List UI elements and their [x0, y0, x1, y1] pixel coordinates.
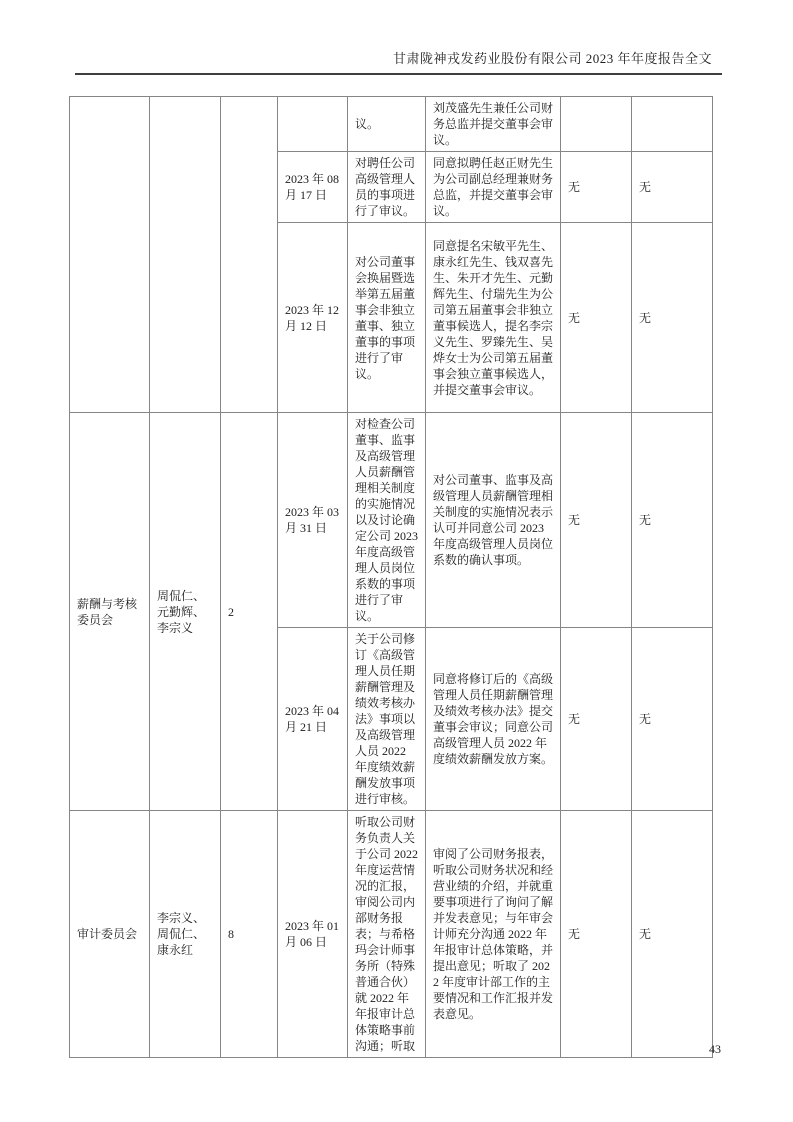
meeting-date-cell: 2023 年 01 月 06 日: [278, 811, 348, 1058]
committee-members-cell: 周侃仁、元勤辉、李宗义: [150, 413, 221, 811]
committee-name-cell: 审计委员会: [70, 811, 150, 1058]
other-performance-cell: 无: [561, 152, 632, 223]
meeting-topic-cell: 关于公司修订《高级管理人员任期薪酬管理及绩效考核办法》事项以及高级管理人员 2022 年度绩效薪酬发放事项进行审核。: [348, 628, 426, 811]
committee-name-cell: [70, 97, 150, 413]
meeting-topic-cell: 对检查公司董事、监事及高级管理人员薪酬管理相关制度的实施情况以及讨论确定公司 2023 年度高级管理人员岗位系数的事项进行了审议。: [348, 413, 426, 628]
objection-cell: 无: [632, 223, 713, 413]
committee-members-cell: 李宗义、周侃仁、康永红: [150, 811, 221, 1058]
meeting-topic-cell: 对聘任公司高级管理人员的事项进行了审议。: [348, 152, 426, 223]
objection-cell: 无: [632, 413, 713, 628]
objection-cell: 无: [632, 628, 713, 811]
meeting-date-cell: 2023 年 08 月 17 日: [278, 152, 348, 223]
table-row: [70, 811, 713, 1058]
meeting-date-cell: [278, 97, 348, 152]
meeting-date-cell: 2023 年 03 月 31 日: [278, 413, 348, 628]
other-performance-cell: 无: [561, 223, 632, 413]
meeting-opinion-cell: 同意拟聘任赵正财先生为公司副总经理兼财务总监，并提交董事会审议。: [426, 152, 561, 223]
committee-name-cell: 薪酬与考核委员会: [70, 413, 150, 811]
meeting-date-cell: 2023 年 12 月 12 日: [278, 223, 348, 413]
meeting-topic-cell: 对公司董事会换届暨选举第五届董事会非独立董事、独立董事的事项进行了审议。: [348, 223, 426, 413]
committee-meetings-table: [69, 96, 713, 1058]
objection-cell: [632, 97, 713, 152]
other-performance-cell: 无: [561, 628, 632, 811]
meeting-count-cell: [221, 97, 278, 413]
meeting-count-cell: 8: [221, 811, 278, 1058]
table-row: [70, 413, 713, 628]
meeting-opinion-cell: 同意将修订后的《高级管理人员任期薪酬管理及绩效考核办法》提交董事会审议；同意公司高级管理人员 2022 年度绩效薪酬发放方案。: [426, 628, 561, 811]
meeting-opinion-cell: 对公司董事、监事及高级管理人员薪酬管理相关制度的实施情况表示认可并同意公司 2023 年度高级管理人员岗位系数的确认事项。: [426, 413, 561, 628]
committee-members-cell: [150, 97, 221, 413]
page-number: 43: [709, 1042, 721, 1056]
other-performance-cell: 无: [561, 811, 632, 1058]
objection-cell: 无: [632, 811, 713, 1058]
other-performance-cell: [561, 97, 632, 152]
meeting-opinion-cell: 同意提名宋敏平先生、康永红先生、钱双喜先生、朱开才先生、元勤辉先生、付瑞先生为公司第五届董事会非独立董事候选人，提名李宗义先生、罗臻先生、吴烨女士为公司第五届董事会独立董事候选人，并提交董事会审议。: [426, 223, 561, 413]
page-header-title: 甘肃陇神戎发药业股份有限公司 2023 年年度报告全文: [75, 48, 722, 75]
meeting-opinion-cell: 刘茂盛先生兼任公司财务总监并提交董事会审议。: [426, 97, 561, 152]
meeting-opinion-cell: 审阅了公司财务报表，听取公司财务状况和经营业绩的介绍，并就重要事项进行了询问了解并发表意见；与年审会计师充分沟通 2022 年年报审计总体策略，并提出意见；听取了 2022 年度审计部工作的主要情况和工作汇报并发表意见。: [426, 811, 561, 1058]
meeting-date-cell: 2023 年 04 月 21 日: [278, 628, 348, 811]
objection-cell: 无: [632, 152, 713, 223]
other-performance-cell: 无: [561, 413, 632, 628]
meeting-topic-cell: 议。: [348, 97, 426, 152]
meeting-count-cell: 2: [221, 413, 278, 811]
meeting-topic-cell: 听取公司财务负责人关于公司 2022 年度运营情况的汇报，审阅公司内部财务报表；与希格玛会计师事务所（特殊普通合伙）就 2022 年年报审计总体策略事前沟通；听取: [348, 811, 426, 1058]
table-row: [70, 97, 713, 152]
